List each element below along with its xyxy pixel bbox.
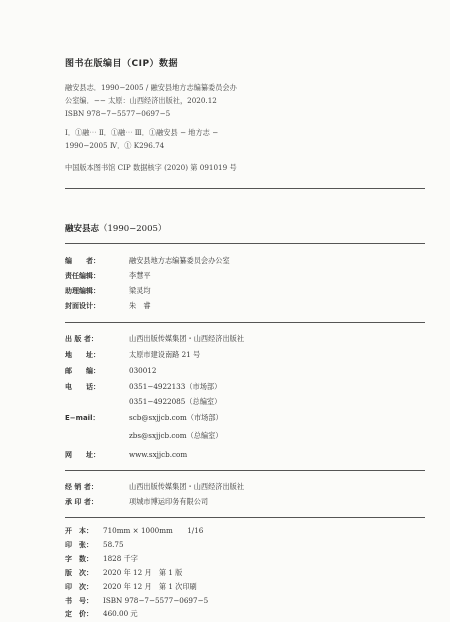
publisher-value: 0351−4922133（市场部） [129, 382, 222, 391]
spec-label: 定 价： [65, 610, 93, 618]
divider [65, 243, 425, 244]
phone-row [65, 382, 221, 392]
website-row [65, 450, 187, 460]
publisher-label: 网 址： [65, 451, 100, 459]
book-years: （1990−2005） [99, 224, 167, 234]
credit-row [65, 256, 230, 266]
spec-value: 2020 年 12 月 第 1 次印刷 [103, 582, 197, 591]
spec-label: 版 次： [65, 569, 93, 577]
divider [65, 188, 425, 189]
credit-value: 朱 睿 [129, 301, 151, 310]
distribution-value: 山西出版传媒集团・山西经济出版社 [129, 482, 245, 491]
credit-label: 责任编辑： [65, 272, 100, 280]
spec-row [65, 554, 138, 564]
publisher-value: 0351−4922085（总编室） [129, 397, 222, 406]
credit-row [65, 286, 151, 296]
credit-label: 助理编辑： [65, 287, 100, 295]
email-link[interactable]: scb@sxjjcb.com（市场部） [129, 413, 223, 422]
publisher-label: 地 址： [65, 351, 100, 359]
cip-line: ISBN 978−7−5577−0697−5 [65, 109, 171, 118]
distribution-label: 承 印 者： [65, 498, 98, 506]
publisher-value: 太原市建设南路 21 号 [129, 350, 201, 359]
distribution-value: 项城市博运印务有限公司 [129, 497, 209, 506]
cip-title: 图书在版编目（CIP）数据 [65, 59, 179, 69]
postcode-row [65, 366, 156, 376]
publisher-row [65, 334, 244, 344]
publisher-label: E−mail： [65, 414, 100, 422]
credit-label: 封面设计： [65, 302, 100, 310]
website-link[interactable]: www.sxjjcb.com [129, 450, 188, 459]
distributor-row [65, 482, 244, 492]
email-row [65, 413, 223, 423]
cip-line: 融安县志．1990−2005 / 融安县地方志编纂委员会办 [65, 83, 237, 92]
book-title [65, 222, 166, 234]
divider [65, 470, 425, 471]
credit-row [65, 271, 151, 281]
credit-label: 编 者： [65, 257, 100, 265]
address-row [65, 350, 200, 360]
cip-line: 1990−2005 Ⅳ．① K296.74 [65, 141, 165, 150]
spec-label: 印 次： [65, 583, 93, 591]
spec-value: 2020 年 12 月 第 1 版 [103, 568, 183, 577]
spec-label: 字 数： [65, 555, 93, 563]
spec-label: 开 本： [65, 527, 93, 535]
divider [65, 322, 425, 323]
publisher-value: 030012 [129, 366, 157, 375]
divider [65, 517, 425, 518]
cip-line: 中国版本图书馆 CIP 数据核字 (2020) 第 091019 号 [65, 163, 237, 172]
spec-value: 460.00 元 [103, 609, 138, 618]
credit-value: 融安县地方志编纂委员会办公室 [129, 256, 230, 265]
spec-row [65, 540, 124, 550]
spec-row [65, 526, 203, 536]
cip-line: Ⅰ．①融⋯ Ⅱ．①融⋯ Ⅲ．①融安县 − 地方志 − [65, 128, 219, 137]
printer-row [65, 497, 208, 507]
credit-row [65, 301, 151, 311]
credit-value: 梁灵均 [129, 286, 151, 295]
distribution-label: 经 销 者： [65, 483, 98, 491]
publisher-value: 山西出版传媒集团・山西经济出版社 [129, 334, 245, 343]
email-link[interactable]: zbs@sxjjcb.com（总编室） [129, 431, 223, 440]
publisher-label: 邮 编： [65, 367, 100, 375]
publisher-label: 出 版 者： [65, 335, 98, 343]
publisher-label: 电 话： [65, 383, 100, 391]
spec-row [65, 596, 208, 606]
spec-row [65, 582, 197, 592]
spec-value: 1828 千字 [103, 554, 138, 563]
spec-value: 58.75 [103, 540, 124, 549]
spec-label: 书 号： [65, 597, 93, 605]
spec-row [65, 609, 138, 619]
book-name: 融安县志 [65, 224, 100, 234]
credit-value: 李慧平 [129, 271, 151, 280]
email-row [65, 431, 222, 441]
cip-line: 公室编．−− 太原：山西经济出版社，2020.12 [65, 96, 217, 105]
spec-label: 印 张： [65, 541, 93, 549]
phone-row [65, 397, 221, 407]
spec-value: ISBN 978−7−5577−0697−5 [103, 596, 209, 605]
spec-value: 710mm × 1000mm 1/16 [103, 526, 204, 535]
spec-row [65, 568, 182, 578]
